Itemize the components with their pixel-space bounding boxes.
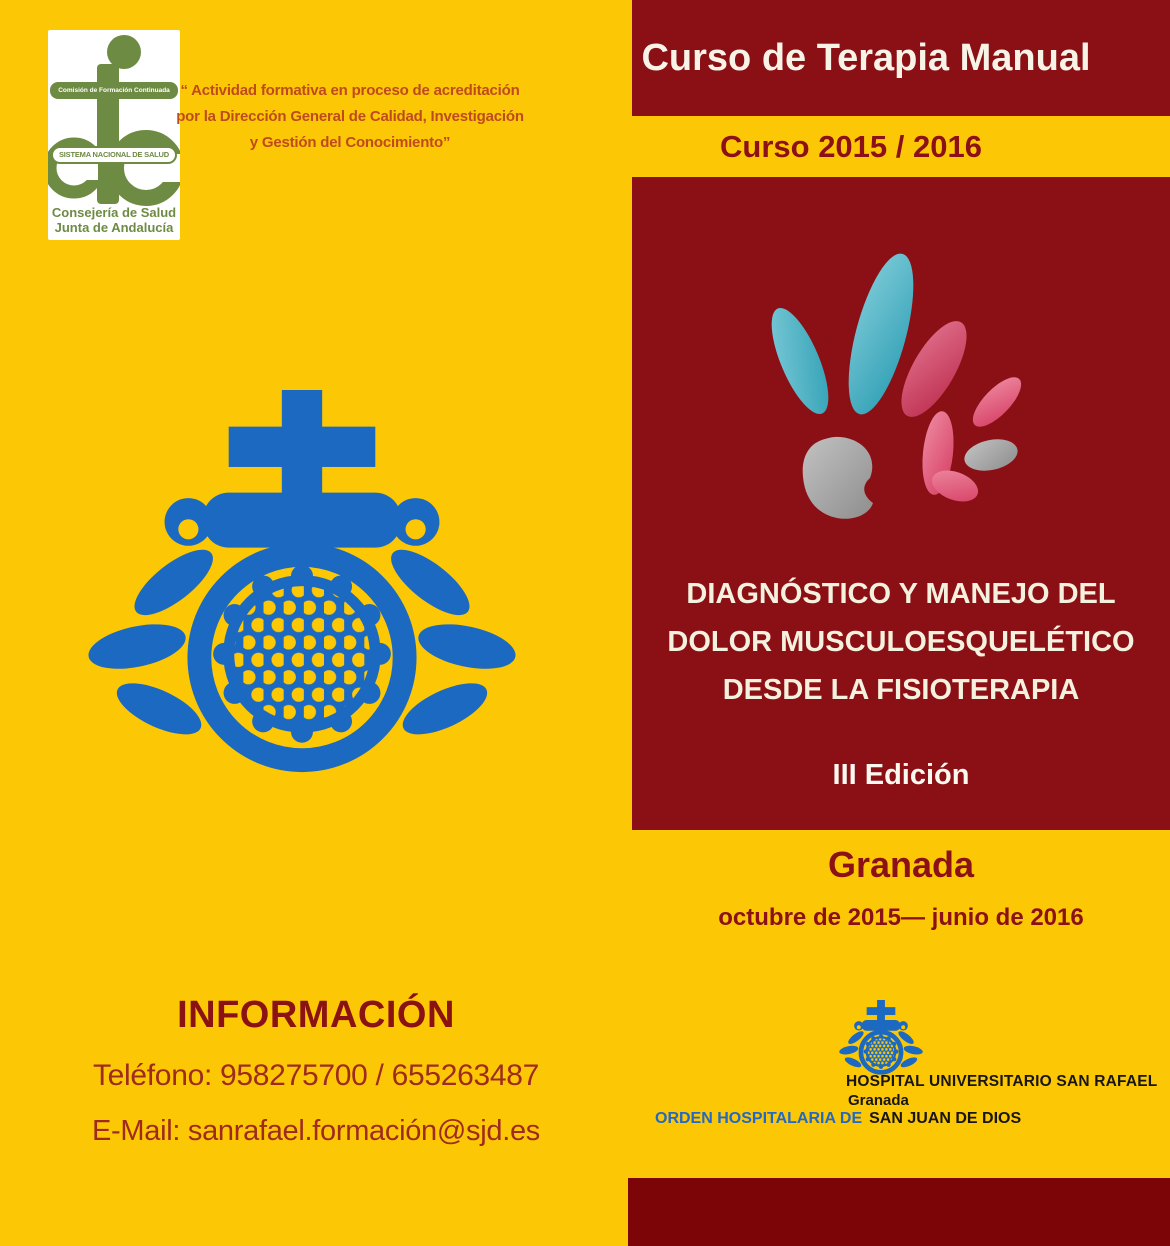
cfc-consejeria-line2: Junta de Andalucía xyxy=(54,220,174,235)
order-prefix: ORDEN HOSPITALARIA DE xyxy=(655,1110,863,1127)
bottom-maroon-band xyxy=(628,1178,1170,1246)
san-juan-de-dios-emblem-large-icon xyxy=(82,390,522,784)
email-line: E-Mail: sanrafael.formación@sjd.es xyxy=(92,1115,540,1147)
cfc-consejeria-text xyxy=(48,205,180,235)
course-title-line-2: DOLOR MUSCULOESQUELÉTICO xyxy=(667,626,1135,658)
cfc-band-comision: Comisión de Formación Continuada xyxy=(50,82,178,99)
edition-label: III Edición xyxy=(832,759,970,791)
phone-line: Teléfono: 958275700 / 655263487 xyxy=(92,1059,540,1092)
course-title xyxy=(632,570,1170,714)
cfc-consejeria-line1: Consejería de Salud xyxy=(51,205,177,220)
hospital-emblem-small-icon xyxy=(838,1000,924,1077)
course-title-line-3: DESDE LA FISIOTERAPIA xyxy=(722,674,1080,706)
quote-line-3: y Gestión del Conocimiento” xyxy=(249,134,451,151)
therapy-handprint-icon xyxy=(745,253,1045,533)
course-type-band: Curso de Terapia Manual xyxy=(632,0,1170,116)
cfc-band-sns: SISTEMA NACIONAL DE SALUD xyxy=(51,146,177,164)
quote-line-1: “ Actividad formativa en proceso de acreditación xyxy=(180,82,520,99)
city-label: Granada xyxy=(827,844,975,885)
course-year-band: Curso 2015 / 2016 xyxy=(632,116,1170,177)
hospital-name: HOSPITAL UNIVERSITARIO SAN RAFAEL xyxy=(846,1073,1158,1090)
order-name: SAN JUAN DE DIOS xyxy=(869,1110,1022,1127)
hospital-order-line xyxy=(655,1108,1135,1129)
cfc-accreditation-logo xyxy=(48,30,180,240)
course-title-line-1: DIAGNÓSTICO Y MANEJO DEL xyxy=(686,578,1116,610)
dates-label: octubre de 2015— junio de 2016 xyxy=(718,904,1084,931)
accreditation-quote xyxy=(170,78,530,156)
hospital-city: Granada xyxy=(848,1092,909,1109)
information-heading: INFORMACIÓN xyxy=(177,994,455,1036)
quote-line-2: por la Dirección General de Calidad, Investigación xyxy=(176,108,524,125)
